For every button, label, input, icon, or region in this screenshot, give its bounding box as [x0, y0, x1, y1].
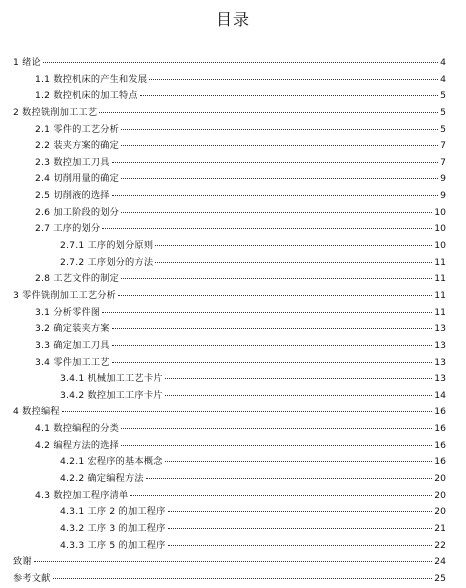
- dot-leader: [43, 62, 438, 63]
- toc-entry[interactable]: [13, 255, 446, 272]
- toc-entry-page-number: 7: [440, 140, 446, 152]
- toc-entry[interactable]: [13, 538, 446, 555]
- dot-leader: [149, 79, 438, 80]
- toc-entry[interactable]: [13, 305, 446, 322]
- dot-leader: [165, 461, 433, 462]
- toc-entry-page-number: 5: [440, 90, 446, 102]
- toc-entry[interactable]: [13, 55, 446, 72]
- toc-entry-page-number: 4: [440, 73, 446, 85]
- toc-entry-page-number: 25: [434, 572, 446, 584]
- toc-entry-label: 4.2.1 宏程序的基本概念: [60, 456, 163, 468]
- dot-leader: [121, 445, 432, 446]
- toc-entry-label: 3 零件铣削加工工艺分析: [13, 289, 117, 301]
- dot-leader: [112, 362, 433, 363]
- dot-leader: [121, 278, 432, 279]
- toc-entry-label: 2.7.2 工序划分的方法: [60, 256, 154, 268]
- toc-entry-label: 2.1 零件的工艺分析: [35, 123, 120, 135]
- toc-entry-page-number: 13: [434, 373, 446, 385]
- toc-entry-page-number: 13: [434, 323, 446, 335]
- dot-leader: [121, 145, 438, 146]
- toc-entry-page-number: 16: [434, 456, 446, 468]
- toc-entry[interactable]: [13, 571, 446, 588]
- toc-entry[interactable]: [13, 355, 446, 372]
- dot-leader: [146, 478, 432, 479]
- dot-leader: [34, 561, 433, 562]
- toc-entry-label: 1.2 数控机床的加工特点: [35, 90, 138, 102]
- dot-leader: [53, 578, 433, 579]
- dot-leader: [118, 295, 432, 296]
- dot-leader: [165, 395, 433, 396]
- toc-entry-page-number: 16: [434, 439, 446, 451]
- toc-entry-page-number: 10: [434, 206, 446, 218]
- toc-entry-label: 3.4.1 机械加工工艺卡片: [60, 373, 163, 385]
- toc-entry[interactable]: [13, 404, 446, 421]
- dot-leader: [112, 328, 433, 329]
- toc-entry[interactable]: [13, 138, 446, 155]
- dot-leader: [99, 112, 438, 113]
- toc-entry-page-number: 5: [440, 106, 446, 118]
- toc-entry-label: 4.3.3 工序 5 的加工程序: [60, 539, 166, 551]
- dot-leader: [62, 411, 433, 412]
- dot-leader: [168, 511, 433, 512]
- toc-entry[interactable]: [13, 554, 446, 571]
- toc-entry-label: 致谢: [13, 556, 32, 568]
- toc-entry-label: 2.2 装夹方案的确定: [35, 140, 120, 152]
- toc-entry-label: 2.8 工艺文件的制定: [35, 273, 120, 285]
- toc-entry-label: 4.3.2 工序 3 的加工程序: [60, 522, 166, 534]
- toc-entry-label: 2.6 加工阶段的划分: [35, 206, 120, 218]
- toc-entry-label: 4.2 编程方法的选择: [35, 439, 120, 451]
- toc-entry-page-number: 22: [434, 539, 446, 551]
- dot-leader: [102, 312, 432, 313]
- toc-entry-page-number: 11: [434, 256, 446, 268]
- toc-entry[interactable]: [13, 321, 446, 338]
- toc-entry[interactable]: [13, 188, 446, 205]
- toc-entry-label: 1 绪论: [13, 57, 41, 68]
- table-of-contents: [13, 55, 446, 588]
- toc-entry[interactable]: [13, 388, 446, 405]
- toc-entry-label: 1.1 数控机床的产生和发展: [35, 73, 148, 85]
- toc-entry-page-number: 20: [434, 473, 446, 485]
- toc-entry-page-number: 20: [434, 489, 446, 501]
- toc-entry-page-number: 16: [434, 406, 446, 418]
- toc-title: 目录: [215, 10, 250, 29]
- toc-entry[interactable]: [13, 288, 446, 305]
- dot-leader: [165, 378, 433, 379]
- toc-entry[interactable]: [13, 122, 446, 139]
- toc-entry-page-number: 14: [434, 389, 446, 401]
- dot-leader: [112, 345, 433, 346]
- toc-entry[interactable]: [13, 88, 446, 105]
- toc-entry-label: 2 数控铣削加工工艺: [13, 106, 98, 118]
- toc-entry-page-number: 20: [434, 506, 446, 518]
- toc-entry-page-number: 9: [440, 173, 446, 185]
- toc-entry-page-number: 7: [440, 156, 446, 168]
- dot-leader: [121, 129, 438, 130]
- toc-entry[interactable]: [13, 221, 446, 238]
- toc-entry-label: 3.1 分析零件图: [35, 306, 101, 318]
- toc-entry-page-number: 10: [434, 240, 446, 252]
- toc-entry[interactable]: [13, 171, 446, 188]
- toc-entry-page-number: 21: [434, 522, 446, 534]
- toc-entry[interactable]: [13, 371, 446, 388]
- toc-entry[interactable]: [13, 72, 446, 89]
- toc-entry[interactable]: [13, 205, 446, 222]
- dot-leader: [168, 528, 433, 529]
- toc-entry-label: 4.1 数控编程的分类: [35, 423, 120, 435]
- toc-entry-page-number: 13: [434, 356, 446, 368]
- toc-entry-page-number: 10: [434, 223, 446, 235]
- toc-entry-page-number: 11: [434, 289, 446, 301]
- toc-entry-label: 3.3 确定加工刀具: [35, 339, 110, 351]
- toc-entry-label: 2.5 切削液的选择: [35, 190, 110, 202]
- toc-entry-page-number: 24: [434, 556, 446, 568]
- toc-entry-label: 参考文献: [13, 572, 51, 584]
- toc-entry-label: 4.3.1 工序 2 的加工程序: [60, 506, 166, 518]
- toc-entry-label: 3.4 零件加工工艺: [35, 356, 110, 368]
- toc-entry[interactable]: [13, 454, 446, 471]
- toc-entry[interactable]: [13, 271, 446, 288]
- toc-entry-page-number: 5: [440, 123, 446, 135]
- dot-leader: [140, 95, 438, 96]
- dot-leader: [155, 262, 432, 263]
- toc-entry-page-number: 16: [434, 423, 446, 435]
- dot-leader: [168, 545, 433, 546]
- toc-entry-label: 2.4 切削用量的确定: [35, 173, 120, 185]
- toc-entry[interactable]: [13, 338, 446, 355]
- dot-leader: [121, 212, 432, 213]
- toc-entry[interactable]: [13, 504, 446, 521]
- toc-entry-label: 4.2.2 确定编程方法: [60, 473, 144, 485]
- toc-entry[interactable]: [13, 521, 446, 538]
- toc-entry-label: 2.7 工序的划分: [35, 223, 101, 235]
- toc-entry[interactable]: [13, 155, 446, 172]
- toc-entry-page-number: 9: [440, 190, 446, 202]
- dot-leader: [112, 195, 438, 196]
- toc-entry-label: 3.2 确定装夹方案: [35, 323, 110, 335]
- toc-entry[interactable]: [13, 421, 446, 438]
- toc-entry[interactable]: [13, 105, 446, 122]
- toc-entry-label: 4.3 数控加工程序清单: [35, 489, 129, 501]
- dot-leader: [121, 428, 432, 429]
- toc-entry-page-number: 4: [440, 57, 446, 68]
- dot-leader: [102, 228, 432, 229]
- toc-entry[interactable]: [13, 471, 446, 488]
- dot-leader: [112, 162, 438, 163]
- dot-leader: [121, 178, 438, 179]
- toc-entry[interactable]: [13, 238, 446, 255]
- toc-entry-label: 2.3 数控加工刀具: [35, 156, 110, 168]
- toc-entry-label: 2.7.1 工序的划分原则: [60, 240, 154, 252]
- toc-entry-page-number: 11: [434, 306, 446, 318]
- toc-entry-page-number: 11: [434, 273, 446, 285]
- toc-entry-page-number: 13: [434, 339, 446, 351]
- dot-leader: [130, 495, 432, 496]
- toc-entry[interactable]: [13, 488, 446, 505]
- toc-entry[interactable]: [13, 438, 446, 455]
- dot-leader: [155, 245, 432, 246]
- toc-entry-label: 4 数控编程: [13, 406, 60, 418]
- toc-entry-label: 3.4.2 数控加工工序卡片: [60, 389, 163, 401]
